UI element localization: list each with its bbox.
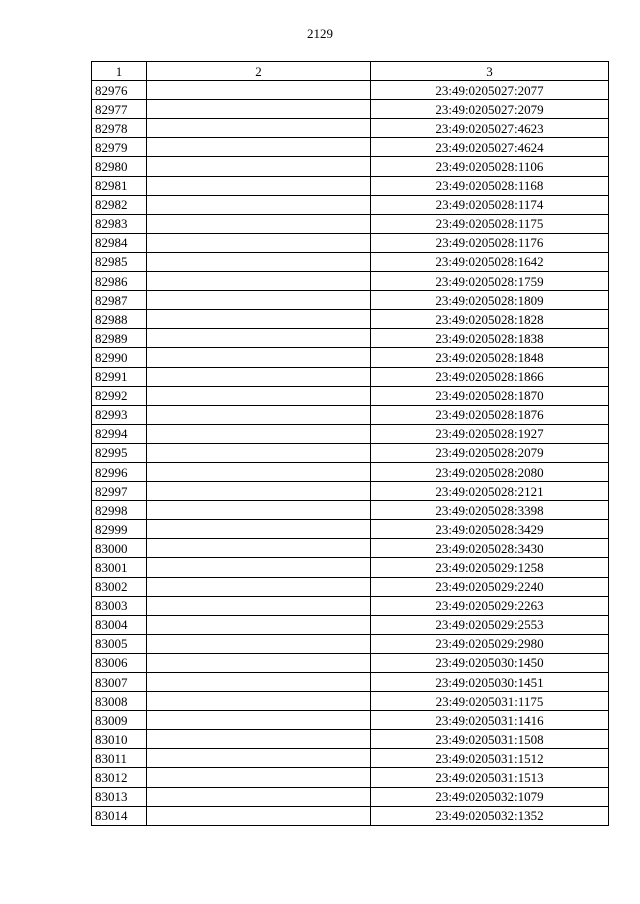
row-blank-cell [147,482,371,501]
header-col-3: 3 [371,62,609,81]
cadastral-number-cell: 23:49:0205032:1079 [371,787,609,806]
table-row [92,195,609,214]
row-blank-cell [147,252,371,271]
row-number-cell: 83012 [92,768,147,787]
table-row [92,272,609,291]
header-col-2: 2 [147,62,371,81]
cadastral-number-cell: 23:49:0205031:1512 [371,749,609,768]
row-number-cell: 83014 [92,806,147,825]
row-blank-cell [147,558,371,577]
row-number-cell: 82989 [92,329,147,348]
row-blank-cell [147,673,371,692]
table-row [92,634,609,653]
row-blank-cell [147,768,371,787]
cadastral-number-cell: 23:49:0205031:1508 [371,730,609,749]
table-row [92,386,609,405]
row-number-cell: 82995 [92,443,147,462]
cadastral-number-cell: 23:49:0205030:1451 [371,673,609,692]
cadastral-number-cell: 23:49:0205029:2553 [371,615,609,634]
row-number-cell: 82992 [92,386,147,405]
table-row [92,692,609,711]
row-number-cell: 83008 [92,692,147,711]
row-blank-cell [147,806,371,825]
row-blank-cell [147,787,371,806]
table-row [92,787,609,806]
table-row [92,482,609,501]
row-number-cell: 82990 [92,348,147,367]
table-row [92,577,609,596]
cadastral-number-cell: 23:49:0205028:1642 [371,252,609,271]
cadastral-number-cell: 23:49:0205028:1838 [371,329,609,348]
row-blank-cell [147,100,371,119]
cadastral-number-cell: 23:49:0205028:1174 [371,195,609,214]
cadastral-number-cell: 23:49:0205028:1168 [371,176,609,195]
cadastral-number-cell: 23:49:0205028:3430 [371,539,609,558]
row-blank-cell [147,577,371,596]
cadastral-number-cell: 23:49:0205030:1450 [371,653,609,672]
row-number-cell: 83007 [92,673,147,692]
row-number-cell: 82977 [92,100,147,119]
cadastral-number-cell: 23:49:0205027:2077 [371,81,609,100]
row-blank-cell [147,520,371,539]
cadastral-number-cell: 23:49:0205027:4624 [371,138,609,157]
row-number-cell: 83011 [92,749,147,768]
table-row [92,367,609,386]
table-row [92,329,609,348]
row-blank-cell [147,596,371,615]
header-col-1: 1 [92,62,147,81]
table-row [92,673,609,692]
row-blank-cell [147,711,371,730]
table-row [92,348,609,367]
row-number-cell: 83002 [92,577,147,596]
row-number-cell: 82991 [92,367,147,386]
table-row [92,596,609,615]
row-blank-cell [147,119,371,138]
row-blank-cell [147,157,371,176]
cadastral-number-cell: 23:49:0205028:2121 [371,482,609,501]
table-row [92,730,609,749]
row-blank-cell [147,195,371,214]
row-blank-cell [147,214,371,233]
cadastral-number-cell: 23:49:0205028:1176 [371,233,609,252]
cadastral-number-cell: 23:49:0205028:1809 [371,291,609,310]
table-row [92,176,609,195]
row-blank-cell [147,386,371,405]
row-number-cell: 82982 [92,195,147,214]
row-blank-cell [147,329,371,348]
row-blank-cell [147,501,371,520]
table-row [92,749,609,768]
row-number-cell: 82985 [92,252,147,271]
table-row [92,81,609,100]
cadastral-number-cell: 23:49:0205029:2240 [371,577,609,596]
row-blank-cell [147,405,371,424]
row-number-cell: 82999 [92,520,147,539]
row-number-cell: 82976 [92,81,147,100]
row-blank-cell [147,291,371,310]
cadastral-number-cell: 23:49:0205027:2079 [371,100,609,119]
cadastral-number-cell: 23:49:0205028:1106 [371,157,609,176]
row-number-cell: 82994 [92,424,147,443]
row-number-cell: 83006 [92,653,147,672]
row-number-cell: 82978 [92,119,147,138]
table-row [92,806,609,825]
row-blank-cell [147,348,371,367]
row-blank-cell [147,749,371,768]
row-number-cell: 83001 [92,558,147,577]
row-blank-cell [147,424,371,443]
cadastral-number-cell: 23:49:0205028:3398 [371,501,609,520]
row-blank-cell [147,730,371,749]
row-blank-cell [147,443,371,462]
cadastral-number-cell: 23:49:0205032:1352 [371,806,609,825]
row-blank-cell [147,462,371,481]
row-blank-cell [147,233,371,252]
table-header [92,62,609,81]
row-number-cell: 83004 [92,615,147,634]
row-blank-cell [147,310,371,329]
row-number-cell: 83013 [92,787,147,806]
cadastral-number-cell: 23:49:0205028:3429 [371,520,609,539]
cadastral-number-cell: 23:49:0205031:1175 [371,692,609,711]
cadastral-number-cell: 23:49:0205031:1513 [371,768,609,787]
cadastral-number-cell: 23:49:0205028:1866 [371,367,609,386]
table-row [92,558,609,577]
row-number-cell: 83003 [92,596,147,615]
row-blank-cell [147,176,371,195]
row-number-cell: 82988 [92,310,147,329]
row-blank-cell [147,272,371,291]
table-body [92,81,609,826]
table-row [92,405,609,424]
row-blank-cell [147,138,371,157]
registry-table [91,61,609,826]
row-number-cell: 83005 [92,634,147,653]
table-row [92,443,609,462]
cadastral-number-cell: 23:49:0205029:2980 [371,634,609,653]
row-number-cell: 82996 [92,462,147,481]
row-number-cell: 82993 [92,405,147,424]
cadastral-number-cell: 23:49:0205028:1870 [371,386,609,405]
cadastral-number-cell: 23:49:0205028:1876 [371,405,609,424]
row-number-cell: 83010 [92,730,147,749]
table-row [92,768,609,787]
row-number-cell: 82986 [92,272,147,291]
table-row [92,520,609,539]
cadastral-number-cell: 23:49:0205028:2079 [371,443,609,462]
table-row [92,615,609,634]
cadastral-number-cell: 23:49:0205028:1927 [371,424,609,443]
row-blank-cell [147,367,371,386]
table-row [92,157,609,176]
table-row [92,252,609,271]
row-number-cell: 82997 [92,482,147,501]
row-blank-cell [147,539,371,558]
page-number: 2129 [307,26,333,41]
cadastral-number-cell: 23:49:0205031:1416 [371,711,609,730]
table-row [92,233,609,252]
row-number-cell: 82998 [92,501,147,520]
row-number-cell: 83000 [92,539,147,558]
cadastral-number-cell: 23:49:0205029:2263 [371,596,609,615]
row-blank-cell [147,615,371,634]
row-blank-cell [147,81,371,100]
table-row [92,653,609,672]
table-row [92,100,609,119]
cadastral-number-cell: 23:49:0205028:1828 [371,310,609,329]
table-row [92,539,609,558]
table-row [92,424,609,443]
header-row [92,62,609,81]
row-blank-cell [147,653,371,672]
table-row [92,501,609,520]
row-number-cell: 82987 [92,291,147,310]
table-row [92,214,609,233]
table-row [92,291,609,310]
cadastral-number-cell: 23:49:0205028:2080 [371,462,609,481]
row-number-cell: 83009 [92,711,147,730]
row-number-cell: 82984 [92,233,147,252]
row-blank-cell [147,692,371,711]
table-row [92,119,609,138]
table-row [92,138,609,157]
table-row [92,711,609,730]
row-blank-cell [147,634,371,653]
cadastral-number-cell: 23:49:0205028:1759 [371,272,609,291]
table-row [92,310,609,329]
table-row [92,462,609,481]
row-number-cell: 82980 [92,157,147,176]
row-number-cell: 82983 [92,214,147,233]
row-number-cell: 82981 [92,176,147,195]
cadastral-number-cell: 23:49:0205028:1848 [371,348,609,367]
cadastral-number-cell: 23:49:0205029:1258 [371,558,609,577]
cadastral-number-cell: 23:49:0205027:4623 [371,119,609,138]
row-number-cell: 82979 [92,138,147,157]
cadastral-number-cell: 23:49:0205028:1175 [371,214,609,233]
